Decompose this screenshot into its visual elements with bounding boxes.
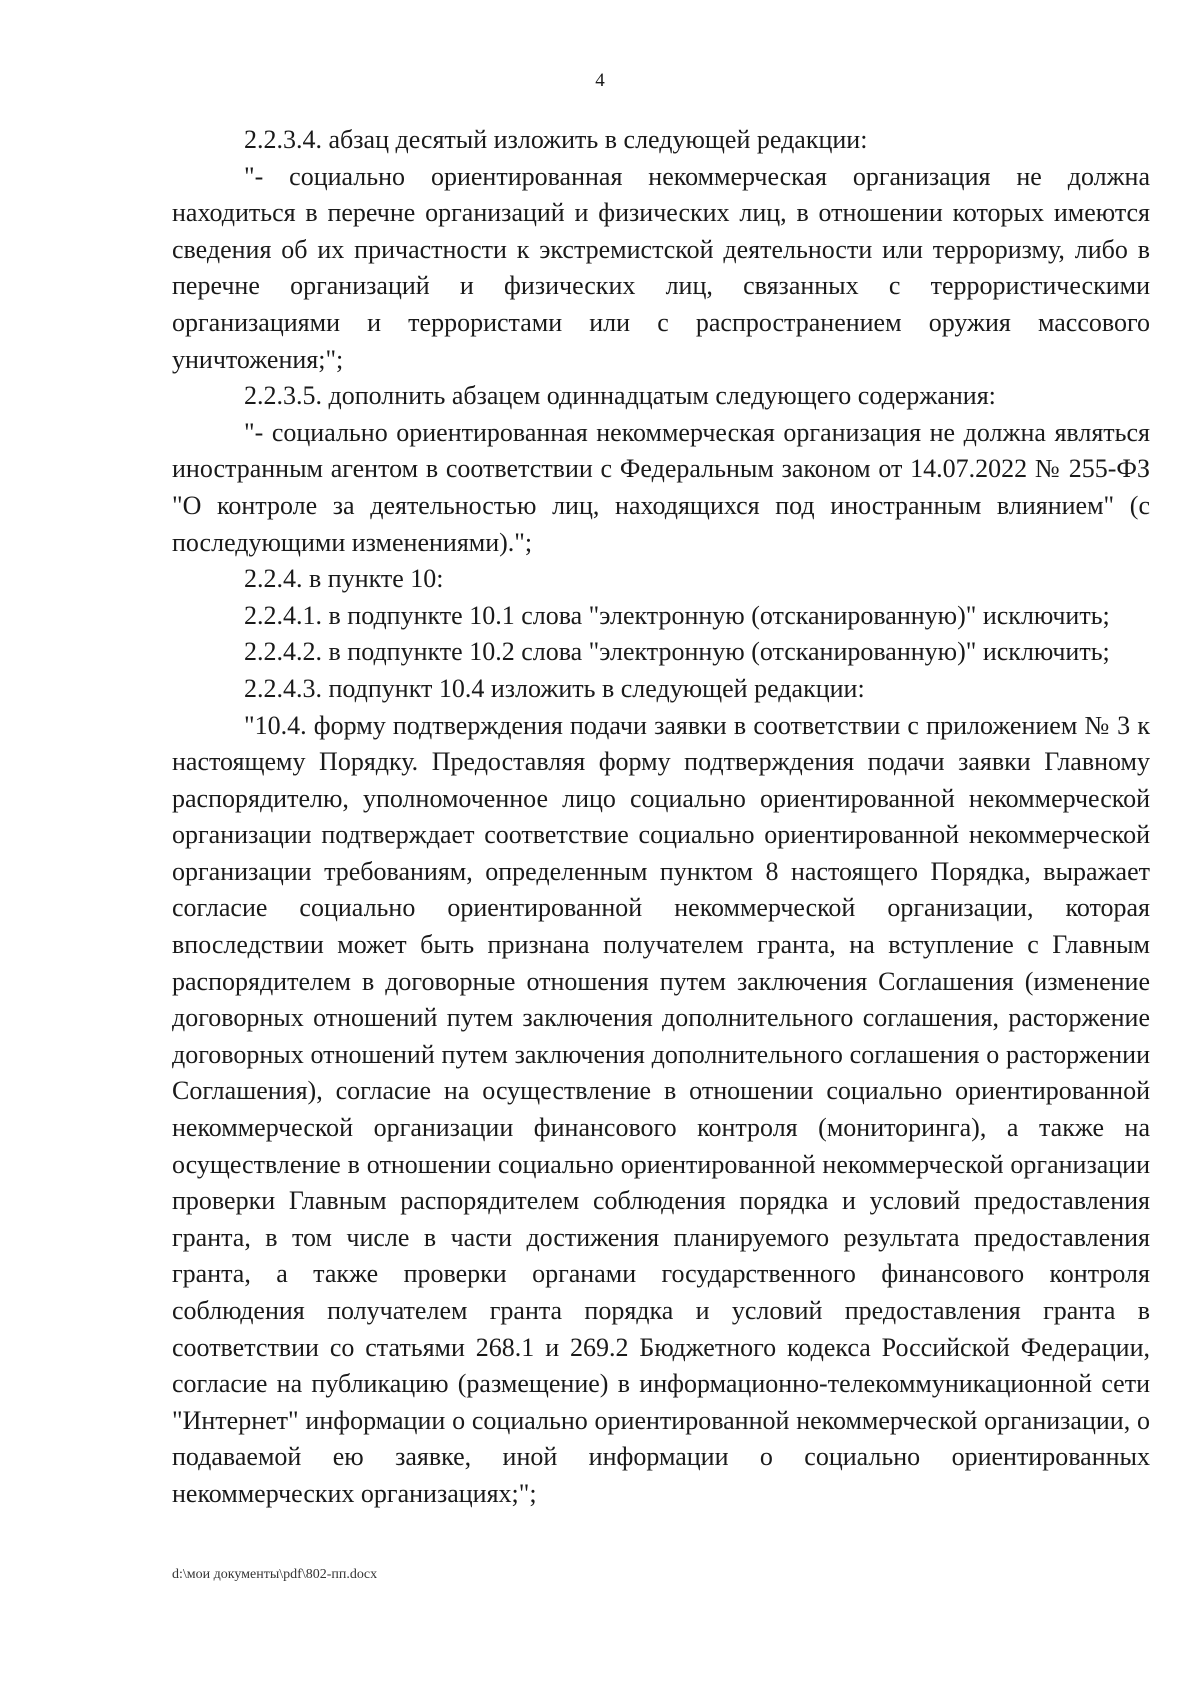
paragraph-2-2-4: 2.2.4. в пункте 10: xyxy=(244,564,444,594)
paragraph-foreign-agent-clause: "- социально ориентированная некоммерческая организация не должна являться иностранным агентом в соответствии с Федеральным законом от 14.07.2022 № 255-ФЗ "О контроле за деятельностью лиц, находящихся под иностранным влиянием" (с последующими изменениями)."; xyxy=(172,417,1150,557)
paragraph-extremism-clause: "- социально ориентированная некоммерческая организация не должна находиться в перечне организаций и физических лиц, в отношении которых имеются сведения об их причастности к экстремистской деятельности или терроризму, либо в перечне организаций и физических лиц, связанных с террористическими организациями и террористами или с распространением оружия массового уничтожения;"; xyxy=(172,161,1150,374)
paragraph-2-2-3-5: 2.2.3.5. дополнить абзацем одиннадцатым следующего содержания: xyxy=(244,381,996,411)
paragraph-2-2-4-3: 2.2.4.3. подпункт 10.4 изложить в следующей редакции: xyxy=(244,673,865,703)
paragraph-2-2-4-2: 2.2.4.2. в подпункте 10.2 слова "электронную (отсканированную)" исключить; xyxy=(244,637,1110,667)
paragraph-2-2-4-1: 2.2.4.1. в подпункте 10.1 слова "электронную (отсканированную)" исключить; xyxy=(244,600,1110,630)
page-number: 4 xyxy=(595,70,605,91)
paragraph-10-4-text: "10.4. форму подтверждения подачи заявки в соответствии с приложением № 3 к настоящему Порядку. Предоставляя форму подтверждения подачи заявки Главному распорядителю, уполномоченное лицо социально ориентированной некоммерческой организации подтверждает соответствие социально ориентированной некоммерческой организации требованиям, определенным пунктом 8 настоящего Порядка, выражает согласие социально ориентированной некоммерческой организации, которая впоследствии может быть признана получателем гранта, на вступление с Главным распорядителем в договорные отношения путем заключения Соглашения (изменение договорных отношений путем заключения дополнительного соглашения, расторжение договорных отношений путем заключения дополнительного соглашения о расторжении Соглашения), согласие на осуществление в отношении социально ориентированной некоммерческой организации финансового контроля (мониторинга), а также на осуществление в отношении социально ориентированной некоммерческой организации проверки Главным распорядителем соблюдения порядка и условий предоставления гранта, в том числе в части достижения планируемого результата предоставления гранта, а также проверки органами государственного финансового контроля соблюдения получателем гранта порядка и условий предоставления гранта в соответствии со статьями 268.1 и 269.2 Бюджетного кодекса Российской Федерации, согласие на публикацию (размещение) в информационно-телекоммуникационной сети "Интернет" информации о социально ориентированной некоммерческой организации, о подаваемой ею заявке, иной информации о социально ориентированных некоммерческих организациях;"; xyxy=(172,710,1150,1508)
footer-file-path: d:\мои документы\pdf\802-пп.docx xyxy=(172,1567,378,1582)
paragraph-2-2-3-4: 2.2.3.4. абзац десятый изложить в следующей редакции: xyxy=(244,125,868,154)
document-body xyxy=(172,122,1150,1513)
